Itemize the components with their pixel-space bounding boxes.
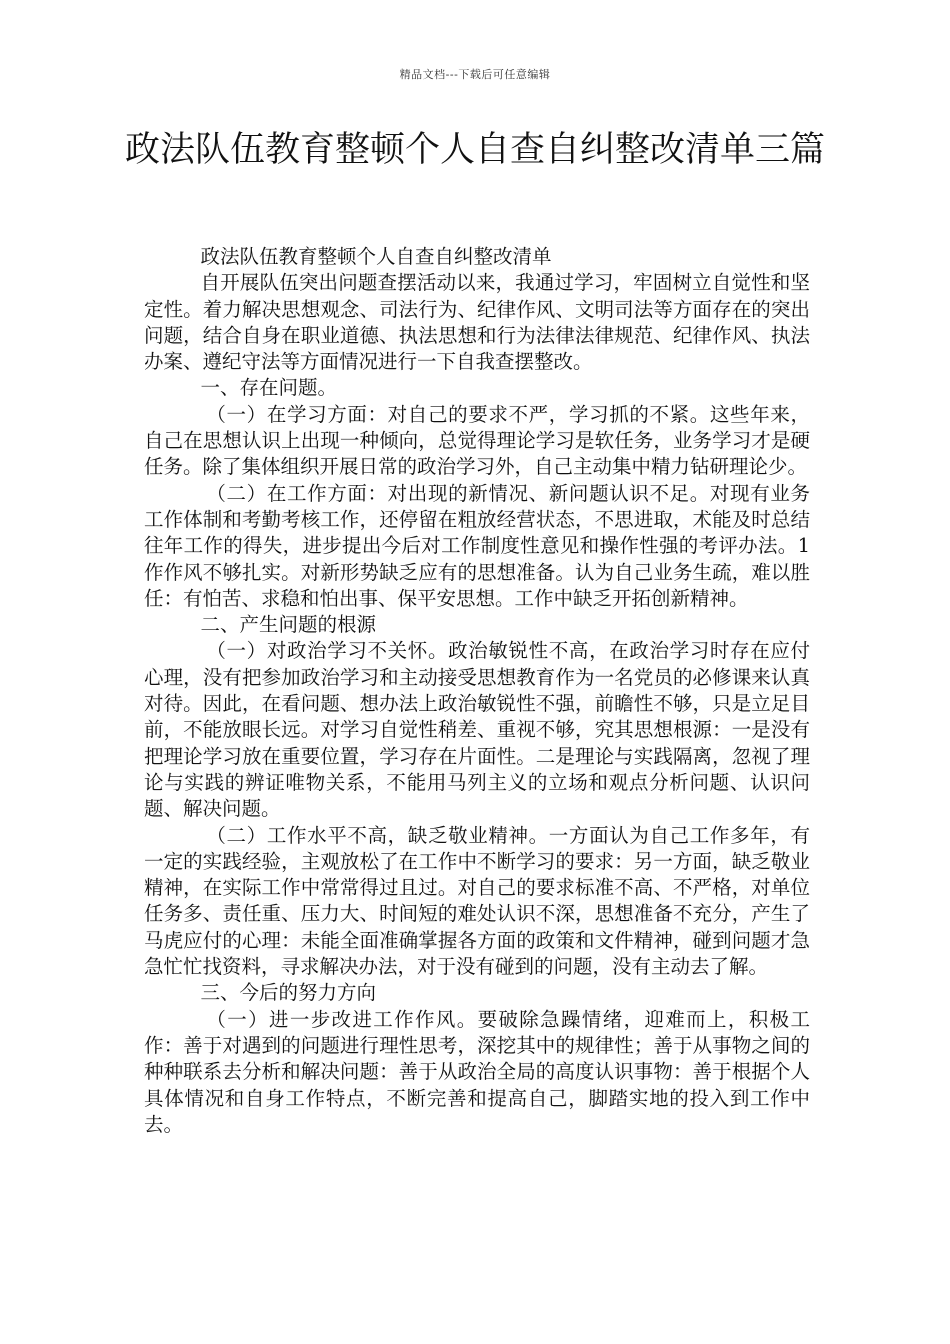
header-note: 精品文档---下载后可任意编辑 — [399, 68, 551, 81]
section-heading: 一、存在问题。 — [200, 376, 338, 400]
document-body — [144, 244, 810, 1138]
body-paragraph: （一）对政治学习不关怀。政治敏锐性不高，在政治学习时存在应付心理，没有把参加政治学习和主动接受思想教育作为一名党员的必修课来认真对待。因此，在看问题、想办法上政治敏锐性不强，前瞻性不够，只是立足目前，不能放眼长远。对学习自觉性稍差、重视不够，究其思想根源：一是没有把理论学习放在重要位置，学习存在片面性。二是理论与实践隔离，忽视了理论与实践的辨证唯物关系，不能用马列主义的立场和观点分析问题、认识问题、解决问题。 — [144, 639, 810, 821]
body-paragraph: （一）进一步改进工作作风。要破除急躁情绪，迎难而上，积极工作：善于对遇到的问题进行理性思考，深挖其中的规律性；善于从事物之间的种种联系去分析和解决问题：善于从政治全局的高度认识事物：善于根据个人具体情况和自身工作特点，不断完善和提高自己，脚踏实地的投入到工作中去。 — [144, 1007, 810, 1136]
body-paragraph: 自开展队伍突出问题查摆活动以来，我通过学习，牢固树立自觉性和坚定性。着力解决思想观念、司法行为、纪律作风、文明司法等方面存在的突出问题，结合自身在职业道德、执法思想和行为法律法律规范、纪律作风、执法办案、遵纪守法等方面情况进行一下自我查摆整改。 — [144, 271, 810, 374]
section-heading: 二、产生问题的根源 — [200, 613, 377, 637]
document-title: 政法队伍教育整顿个人自查自纠整改清单三篇 — [124, 130, 825, 170]
section-heading: 三、今后的努力方向 — [200, 981, 377, 1005]
body-paragraph: （二）工作水平不高，缺乏敬业精神。一方面认为自己工作多年，有一定的实践经验，主观放松了在工作中不断学习的要求：另一方面，缺乏敬业精神，在实际工作中常常得过且过。对自己的要求标准不高、不严格，对单位任务多、责任重、压力大、时间短的难处认识不深，思想准备不充分，产生了马虎应付的心理：未能全面准确掌握各方面的政策和文件精神，碰到问题才急急忙忙找资料，寻求解决办法，对于没有碰到的问题，没有主动去了解。 — [144, 823, 810, 979]
body-paragraph: （一）在学习方面：对自己的要求不严，学习抓的不紧。这些年来，自己在思想认识上出现一种倾向，总觉得理论学习是软任务，业务学习才是硬任务。除了集体组织开展日常的政治学习外，自己主动集中精力钻研理论少。 — [144, 402, 810, 479]
body-paragraph: （二）在工作方面：对出现的新情况、新问题认识不足。对现有业务工作体制和考勤考核工作，还停留在粗放经营状态，不思进取，术能及时总结往年工作的得失，进步提出今后对工作制度性意见和操作性强的考评办法。1作作风不够扎实。对新形势缺乏应有的思想准备。认为自己业务生疏，难以胜任：有怕苦、求稳和怕出事、保平安思想。工作中缺乏开拓创新精神。 — [144, 481, 810, 610]
section-heading: 政法队伍教育整顿个人自查自纠整改清单 — [200, 245, 552, 268]
